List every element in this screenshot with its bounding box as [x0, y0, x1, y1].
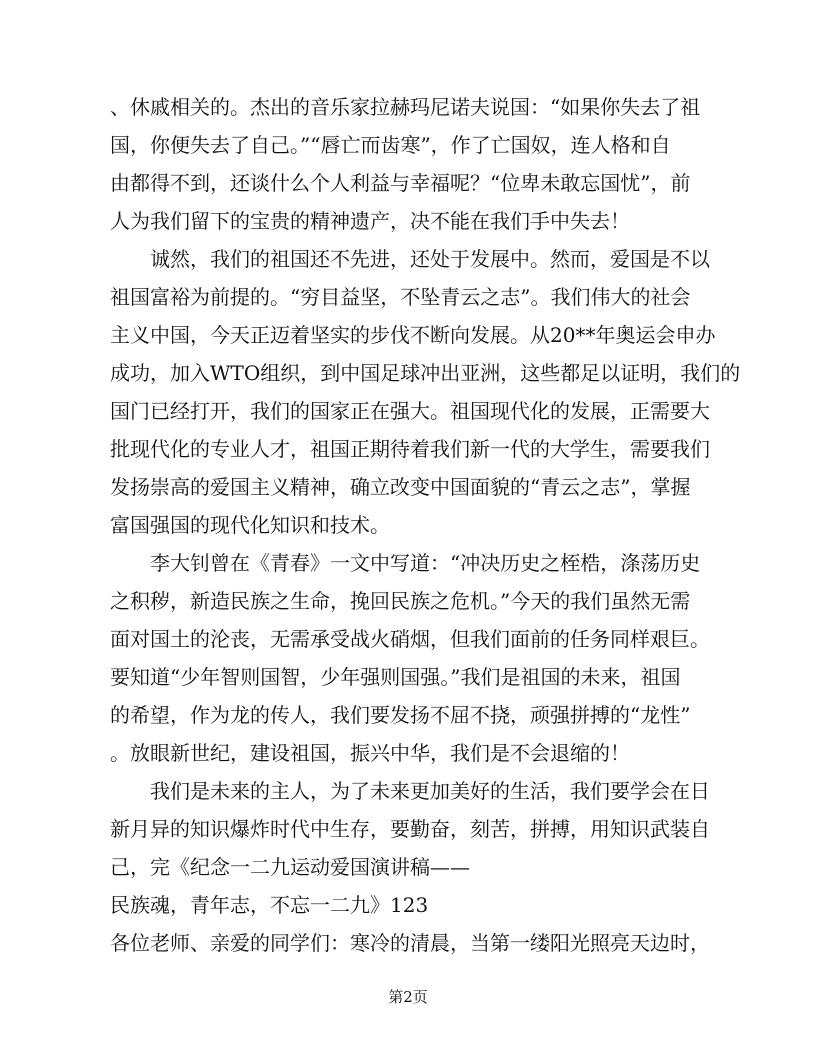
text-line: 批现代化的专业人才，祖国正期待着我们新一代的大学生，需要我们: [110, 437, 710, 461]
text-line: 祖国富裕为前提的。“穷目益坚，不坠青云之志”。我们伟大的社会: [110, 285, 691, 309]
text-line: 富国强国的现代化知识和技术。: [110, 513, 390, 537]
text-line: 的希望，作为龙的传人，我们要发扬不屈不挠，顽强拼搏的“龙性”: [110, 703, 691, 727]
text-line: 李大钊曾在《青春》一文中写道：“冲决历史之桎梏，涤荡历史: [110, 551, 701, 575]
text-line: 由都得不到，还谈什么个人利益与幸福呢？“位卑未敢忘国忧”，前: [110, 171, 691, 195]
text-line: 国，你便失去了自己。”“唇亡而齿寒”，作了亡国奴，连人格和自: [110, 133, 671, 157]
text-line: 新月异的知识爆炸时代中生存，要勤奋，刻苦，拼搏，用知识武装自: [110, 817, 710, 841]
text-line: 成功，加入WTO组织，到中国足球冲出亚洲，这些都足以证明，我们的: [110, 361, 741, 385]
text-line: 。放眼新世纪，建设祖国，振兴中华，我们是不会退缩的！: [110, 741, 630, 765]
text-line: 人为我们留下的宝贵的精神遗产，决不能在我们手中失去！: [110, 209, 630, 233]
page-number: 第2页: [388, 988, 428, 1006]
text-line: 主义中国，今天正迈着坚实的步伐不断向发展。从20**年奥运会申办: [110, 323, 716, 347]
text-line: 民族魂，青年志，不忘一二九》123: [110, 893, 429, 917]
text-line: 、休戚相关的。杰出的音乐家拉赫玛尼诺夫说国：“如果你失去了祖: [110, 95, 701, 119]
text-line: 国门已经打开，我们的国家正在强大。祖国现代化的发展，正需要大: [110, 399, 710, 423]
text-line: 面对国土的沦丧，无需承受战火硝烟，但我们面前的任务同样艰巨。: [110, 627, 710, 651]
text-line: 要知道“少年智则国智，少年强则国强。”我们是祖国的未来，祖国: [110, 665, 681, 689]
text-line: 各位老师、亲爱的同学们：寒冷的清晨，当第一缕阳光照亮天边时，: [110, 931, 710, 955]
text-line: 诚然，我们的祖国还不先进，还处于发展中。然而，爱国是不以: [110, 247, 710, 271]
text-line: 之积秽，新造民族之生命，挽回民族之危机。”今天的我们虽然无需: [110, 589, 691, 613]
body-text: [110, 88, 741, 962]
text-line: 己，完《纪念一二九运动爱国演讲稿——: [110, 855, 470, 879]
text-line: 我们是未来的主人，为了未来更加美好的生活，我们要学会在日: [110, 779, 710, 803]
text-line: 发扬崇高的爱国主义精神，确立改变中国面貌的“青云之志”，掌握: [110, 475, 691, 499]
